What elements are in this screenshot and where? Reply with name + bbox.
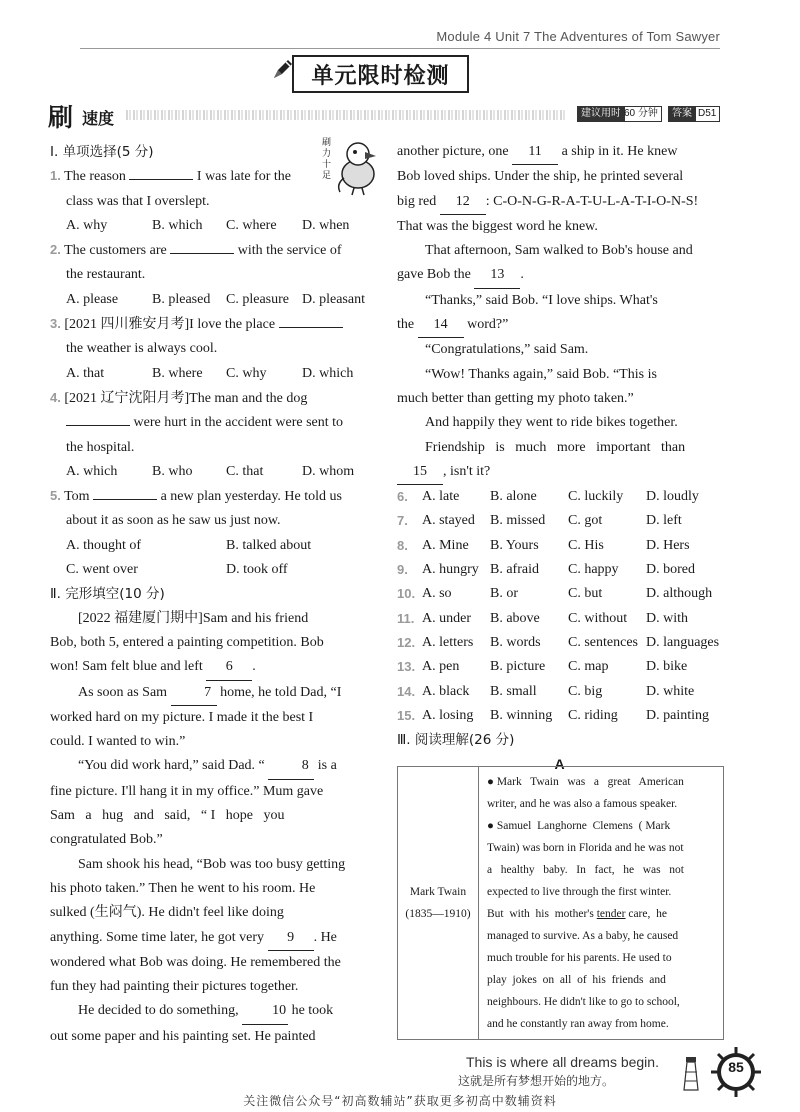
question-number: 3. (50, 316, 61, 332)
cloze-text: “Congratulations,” said Sam. (425, 342, 589, 358)
option-b[interactable]: B. afraid (490, 562, 539, 578)
cloze-text (50, 655, 375, 680)
options-row (50, 288, 375, 312)
option-c[interactable]: C. sentences (568, 634, 638, 650)
option-c[interactable]: C. why (226, 365, 267, 381)
option-d[interactable]: D. with (646, 610, 688, 626)
option-a[interactable]: A. hungry (422, 562, 479, 578)
option-c[interactable]: C. map (568, 659, 609, 675)
option-c[interactable]: C. big (568, 683, 603, 699)
cloze-text: gave Bob the (397, 267, 471, 283)
options-row (397, 509, 722, 533)
option-d[interactable]: D. whom (302, 463, 355, 479)
option-b[interactable]: B. where (152, 365, 203, 381)
header-rule (80, 48, 720, 49)
options-row (50, 460, 375, 484)
option-a[interactable]: A. why (66, 217, 108, 233)
option-number: 9. (397, 562, 408, 578)
cloze-text: his photo taken.” Then he went to his room. He (50, 880, 316, 896)
cloze-text: the (397, 317, 415, 333)
question-text: Tom (64, 489, 90, 505)
option-b[interactable]: B. or (490, 586, 518, 602)
speed-label: 速度 (82, 109, 115, 128)
cloze-blank[interactable]: 8 (268, 754, 314, 779)
option-c[interactable]: C. got (568, 513, 603, 529)
options-row (397, 655, 722, 679)
cloze-text: “Thanks,” said Bob. “I love ships. What's (425, 292, 658, 308)
options-row (50, 534, 375, 558)
question-text: about it as soon as he saw us just now. (66, 513, 281, 529)
cloze-text: a ship in it. He knew (561, 144, 678, 159)
cloze-blank[interactable]: 7 (171, 681, 217, 706)
page-number: 85 (728, 1059, 744, 1075)
question-text: with the service of (237, 243, 342, 259)
cloze-text (50, 999, 375, 1024)
table-line (487, 903, 715, 925)
option-a[interactable]: A. please (66, 291, 119, 307)
answer-page: D51 (694, 106, 720, 122)
cloze-text (397, 140, 722, 165)
answer-blank[interactable] (129, 179, 193, 180)
mark-twain-table (397, 766, 724, 1040)
cloze-text: [2022 福建厦门期中]Sam and his friend (78, 610, 309, 626)
cloze-text: he took (291, 1003, 334, 1019)
question-4 (50, 386, 375, 411)
table-line: Twain) was born in Florida and he was not (487, 842, 684, 854)
answer-blank[interactable] (279, 327, 343, 328)
option-b[interactable]: B. who (152, 463, 193, 479)
cloze-text (50, 926, 375, 951)
option-d[interactable]: D. which (302, 365, 354, 381)
option-b[interactable]: B. winning (490, 707, 553, 723)
option-a[interactable]: A. late (422, 489, 460, 505)
table-line: ● Samuel Langhorne Clemens ( Mark (487, 820, 671, 832)
left-column (50, 140, 375, 1049)
option-d[interactable]: D. although (646, 586, 713, 602)
option-number: 13. (397, 659, 416, 675)
underlined-word: tender (596, 908, 626, 920)
option-d[interactable]: D. languages (646, 634, 720, 650)
answer-blank[interactable] (93, 499, 157, 500)
question-text: class was that I overslept. (66, 193, 210, 209)
answer-blank[interactable] (66, 425, 130, 426)
option-d[interactable]: D. when (302, 217, 350, 233)
cloze-text: could. I wanted to win.” (50, 734, 186, 750)
cloze-text: Bob, both 5, entered a painting competition. Bob (50, 634, 324, 650)
options-row (397, 534, 722, 558)
option-b[interactable]: B. above (490, 610, 540, 626)
option-d[interactable]: D. white (646, 683, 695, 699)
option-b[interactable]: B. small (490, 683, 537, 699)
option-d[interactable]: D. Hers (646, 537, 690, 553)
cloze-text: won! Sam felt blue and left (50, 659, 203, 675)
cloze-text: home, he told Dad, “I (220, 684, 342, 700)
table-line: expected to live through the first winter. (487, 886, 672, 898)
cloze-blank[interactable]: 11 (512, 140, 558, 165)
option-d[interactable]: D. bored (646, 562, 695, 578)
running-header: Module 4 Unit 7 The Adventures of Tom Sawyer (436, 29, 720, 44)
options-row (397, 704, 722, 728)
cloze-text: Sam shook his head, “Bob was too busy getting (78, 856, 346, 872)
cloze-text: “You did work hard,” said Dad. “ (78, 758, 265, 774)
table-subject-cell (398, 767, 479, 1040)
option-d[interactable]: D. bike (646, 659, 688, 675)
question-number: 4. (50, 389, 61, 405)
option-b[interactable]: B. missed (490, 513, 546, 529)
options-row (50, 558, 375, 582)
question-number: 5. (50, 488, 61, 504)
cloze-text: much better than getting my photo taken.” (397, 390, 634, 406)
cloze-text: wondered what Bob was doing. He remembered the (50, 954, 341, 970)
cloze-blank[interactable]: 12 (440, 190, 486, 215)
cloze-text: Bob loved ships. Under the ship, he printed several (397, 169, 684, 185)
question-text: the weather is always cool. (66, 341, 218, 357)
cloze-text (397, 313, 722, 338)
cloze-blank[interactable]: 13 (474, 263, 520, 288)
option-number: 10. (397, 586, 416, 602)
cloze-text: out some paper and his painting set. He painted (50, 1028, 316, 1044)
question-text (50, 411, 375, 435)
table-content-cell (479, 767, 724, 1040)
option-c[interactable]: C. where (226, 217, 277, 233)
cloze-text: . (520, 267, 524, 283)
question-2 (50, 238, 375, 263)
question-text: The customers are (64, 243, 167, 259)
suggested-time-value: 60 分钟 (620, 106, 662, 122)
cloze-text: worked hard on my picture. I made it the best I (50, 709, 314, 725)
table-line: managed to survive. As a baby, he caused (487, 930, 679, 942)
option-a[interactable]: A. black (422, 683, 470, 699)
right-column (397, 140, 722, 777)
option-number: 6. (397, 489, 408, 505)
options-row (397, 631, 722, 655)
cartoon-caption: 刷力十足 (322, 138, 332, 181)
section1-heading: Ⅰ. 单项选择(5 分) (50, 144, 154, 160)
option-d[interactable]: D. painting (646, 707, 709, 723)
option-c[interactable]: C. riding (568, 707, 618, 723)
promo-note: 关注微信公众号“初高数辅站”获取更多初高中数辅资料 (243, 1094, 557, 1108)
section3-heading: Ⅲ. 阅读理解(26 分) (397, 732, 515, 749)
option-d[interactable]: D. took off (226, 562, 288, 578)
options-row (397, 607, 722, 631)
cloze-text: He decided to do something, (78, 1003, 239, 1019)
cloze-text: word?” (467, 317, 509, 333)
cloze-text: That afternoon, Sam walked to Bob's house and (425, 243, 693, 259)
option-a[interactable]: A. losing (422, 707, 474, 723)
option-b[interactable]: B. talked about (226, 537, 312, 553)
question-5 (50, 484, 375, 509)
option-number: 12. (397, 634, 416, 650)
options-row (397, 680, 722, 704)
option-a[interactable]: A. so (422, 586, 452, 602)
subject-years: (1835—1910) (405, 908, 471, 920)
passage-label: A (554, 756, 565, 773)
option-d[interactable]: D. loudly (646, 489, 699, 505)
table-line: much trouble for his parents. He used to (487, 952, 672, 964)
option-number: 11. (397, 610, 415, 626)
cloze-text: “Wow! Thanks again,” said Bob. “This is (425, 366, 657, 382)
option-c[interactable]: C. luckily (568, 489, 624, 505)
cloze-blank[interactable]: 14 (418, 313, 464, 338)
option-a[interactable]: A. under (422, 610, 471, 626)
option-c[interactable]: C. that (226, 463, 264, 479)
decorative-texture (126, 110, 566, 120)
options-row (50, 362, 375, 386)
cloze-text: fine picture. I'll hang it in my office.” Mum gave (50, 783, 324, 799)
options-row (50, 214, 375, 238)
cloze-text: big red (397, 193, 437, 209)
option-c[interactable]: C. His (568, 537, 604, 553)
cloze-text: : C-O-N-G-R-A-T-U-L-A-T-I-O-N-S! (485, 193, 699, 209)
table-line: and he constantly ran away from home. (487, 1018, 669, 1030)
option-b[interactable]: B. picture (490, 659, 546, 675)
subject-name: Mark Twain (409, 886, 467, 898)
option-c[interactable]: C. but (568, 586, 603, 602)
option-number: 8. (397, 537, 408, 553)
question-text: [2021 辽宁沈阳月考]The man and the dog (64, 390, 308, 406)
option-d[interactable]: D. left (646, 513, 682, 529)
option-a[interactable]: A. that (66, 365, 105, 381)
option-d[interactable]: D. pleasant (302, 291, 365, 307)
cloze-text (397, 460, 722, 485)
cloze-text (397, 190, 722, 215)
table-line: a healthy baby. In fact, he was not (487, 864, 684, 876)
option-a[interactable]: A. letters (422, 634, 474, 650)
table-line: writer, and he was also a famous speaker. (487, 798, 678, 810)
question-number: 2. (50, 242, 61, 258)
options-row (397, 485, 722, 509)
cloze-text: congratulated Bob.” (50, 832, 163, 848)
lighthouse-icon (676, 1052, 706, 1092)
option-b[interactable]: B. which (152, 217, 203, 233)
option-b[interactable]: B. alone (490, 489, 537, 505)
answer-blank[interactable] (170, 253, 234, 254)
option-b[interactable]: B. pleased (152, 291, 211, 307)
option-b[interactable]: B. words (490, 634, 541, 650)
cloze-blank[interactable]: 6 (206, 655, 252, 680)
option-c[interactable]: C. without (568, 610, 628, 626)
cloze-text: . (252, 659, 256, 675)
option-a[interactable]: A. thought of (66, 537, 142, 553)
cloze-text (50, 754, 375, 779)
cloze-text (397, 263, 722, 288)
option-c[interactable]: C. went over (66, 562, 138, 578)
footer-slogan-en: This is where all dreams begin. (466, 1054, 659, 1070)
footer-slogan-cn: 这就是所有梦想开始的地方。 (458, 1074, 615, 1088)
cloze-text: . He (313, 929, 337, 945)
question-text: I was late for the (196, 169, 291, 185)
question-text: the hospital. (66, 439, 135, 455)
question-number: 1. (50, 168, 61, 184)
cloze-text: anything. Some time later, he got very (50, 929, 265, 945)
option-a[interactable]: A. which (66, 463, 118, 479)
table-text: But with his mother's (487, 908, 594, 920)
option-a[interactable]: A. stayed (422, 513, 475, 529)
brand-mark: 刷 (48, 103, 74, 132)
question-text: The reason (64, 169, 126, 185)
table-line: neighbours. He didn't like to go to school, (487, 996, 680, 1008)
cloze-text: , isn't it? (443, 463, 491, 479)
suggested-time-label: 建议用时 (577, 106, 625, 122)
option-number: 15. (397, 707, 416, 723)
table-text: care, he (628, 908, 667, 920)
option-number: 14. (397, 683, 416, 699)
table-line: ● Mark Twain was a great American (487, 776, 684, 788)
question-text: were hurt in the accident were sent to (133, 415, 344, 431)
cloze-text (50, 681, 375, 706)
option-b[interactable]: B. Yours (490, 537, 539, 553)
cloze-blank[interactable]: 9 (268, 926, 314, 951)
cloze-text: another picture, one (397, 144, 509, 159)
cloze-blank[interactable]: 10 (242, 999, 288, 1024)
question-text: [2021 四川雅安月考]I love the place (64, 317, 276, 333)
cloze-options (397, 485, 722, 728)
option-c[interactable]: C. happy (568, 562, 619, 578)
cloze-text: As soon as Sam (78, 684, 168, 700)
cloze-text: Friendship is much more important than (425, 439, 686, 455)
cloze-text: fun they had painting their pictures together. (50, 979, 299, 995)
option-number: 7. (397, 513, 408, 529)
options-row (397, 558, 722, 582)
question-1 (50, 164, 375, 189)
cloze-text: And happily they went to ride bikes together. (425, 415, 678, 431)
section2-heading: Ⅱ. 完形填空(10 分) (50, 586, 165, 603)
table-line: play jokes on all of his friends and (487, 974, 666, 986)
question-text: a new plan yesterday. He told us (160, 489, 342, 505)
question-3 (50, 312, 375, 337)
option-c[interactable]: C. pleasure (226, 291, 289, 307)
page-title: 单元限时检测 (292, 55, 469, 93)
option-a[interactable]: A. pen (422, 659, 460, 675)
cloze-blank[interactable]: 15 (397, 460, 443, 485)
cloze-text: is a (317, 758, 337, 774)
cloze-text: Sam a hug and said, “ I hope you (50, 808, 285, 824)
question-text: the restaurant. (66, 267, 146, 283)
cloze-text: That was the biggest word he knew. (397, 218, 598, 234)
cloze-text: sulked (生闷气). He didn't feel like doing (50, 905, 284, 921)
options-row (397, 582, 722, 606)
option-a[interactable]: A. Mine (422, 537, 469, 553)
answer-label: 答案 (668, 106, 696, 122)
